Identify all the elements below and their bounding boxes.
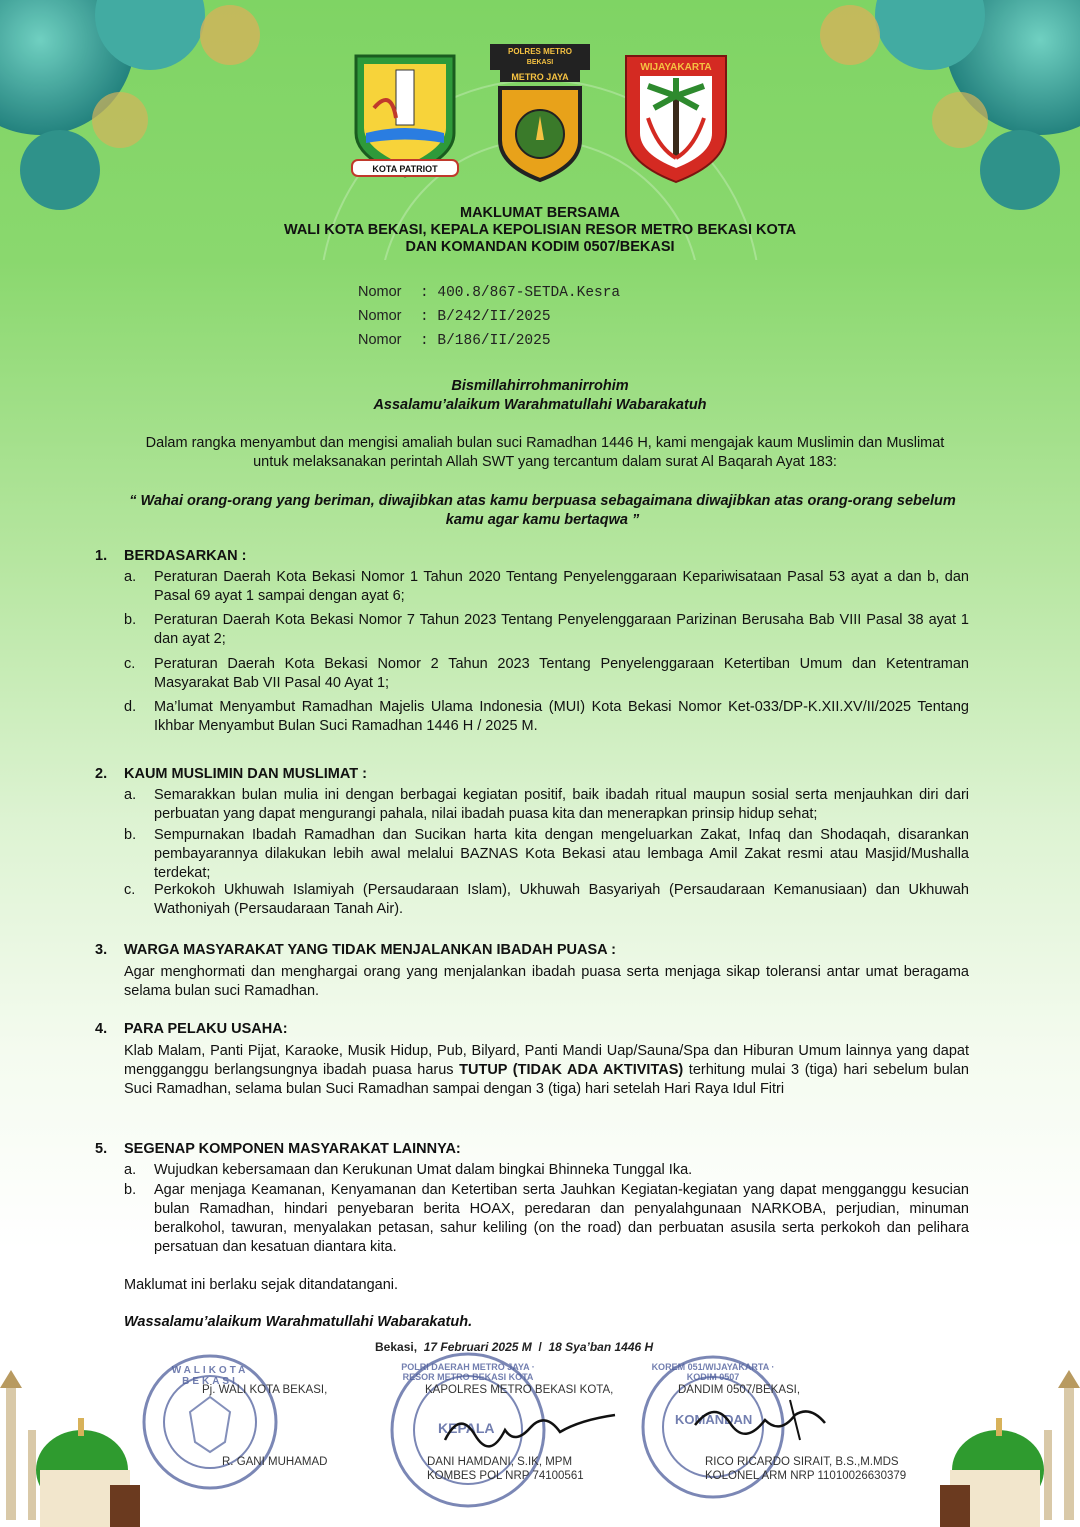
nomor-label: Nomor bbox=[358, 332, 402, 348]
stamp-text: POLRI DAERAH METRO JAYA · RESOR METRO BEKASI KOTA bbox=[401, 1362, 535, 1382]
svg-text:BEKASI: BEKASI bbox=[526, 59, 554, 66]
signatory-title: DANDIM 0507/BEKASI, bbox=[678, 1384, 801, 1396]
item-text: Semarakkan bulan mulia ini dengan berbagai kegiatan positif, baik ibadah ritual maupun sosial serta menjauhkan diri dari perbuatan yang dapat mengurangi pahala, nilai ibadah puasa kita dan menerapkan prinsip hidup sehat; bbox=[154, 787, 969, 822]
nomor-line bbox=[358, 332, 551, 349]
document-title bbox=[0, 205, 1080, 256]
item-text: Agar menjaga Keamanan, Kenyamanan dan Ketertiban serta Jauhkan Kegiatan-kegiatan yang dapat mengganggu kesucian bulan Ramadhan, hindari penyebaran berita HOAX, peredaran dan penyalahgunaan NARKOBA, perjudian, minuman beralkohol, tawuran, menyalakan petasan, sahur keliling (on the road) dan perbuatan asusila serta perkokoh dan pelihara persatuan dan kesatuan diantara kita. bbox=[154, 1182, 969, 1255]
section-heading: PARA PELAKU USAHA: bbox=[124, 1021, 288, 1037]
signatory-detail: KOMBES POL NRP 74100561 bbox=[427, 1470, 584, 1482]
opening-salam: Assalamu’alaikum Warahmatullahi Wabarakatuh bbox=[373, 397, 707, 413]
basmalah: Bismillahirrohmanirrohim bbox=[451, 378, 629, 394]
list-item bbox=[124, 655, 969, 693]
section-heading: WARGA MASYARAKAT YANG TIDAK MENJALANKAN IBADAH PUASA : bbox=[124, 942, 616, 958]
mosque-dome-icon bbox=[0, 1370, 140, 1527]
item-label: d. bbox=[124, 699, 137, 715]
nomor-value: 400.8/867-SETDA.Kesra bbox=[437, 285, 621, 301]
nomor-value: B/242/II/2025 bbox=[437, 309, 551, 325]
list-item bbox=[124, 568, 969, 606]
item-text: Ma’lumat Menyambut Ramadhan Majelis Ulama Indonesia (MUI) Kota Bekasi Nomor Ket-033/DP-K.XII.XV/II/2025 Tentang Ikhbar Menyambut Bulan Suci Ramadhan 1446 H / 2025 M. bbox=[154, 699, 969, 734]
title-line: DAN KOMANDAN KODIM 0507/BEKASI bbox=[405, 239, 675, 255]
item-text: Sempurnakan Ibadah Ramadhan dan Sucikan harta kita dengan mengeluarkan Zakat, Infaq dan Shodaqah, disarankan pembayarannya dilakukan lebih awal melalui BAZNAS Kota Bekasi atau lembaga Amil Zakat resmi atau Masjid/Mushalla terdekat; bbox=[154, 827, 969, 881]
section-text bbox=[124, 1042, 969, 1099]
emphasis-text: TUTUP (TIDAK ADA AKTIVITAS) bbox=[459, 1062, 684, 1078]
list-item bbox=[124, 826, 969, 883]
list-item bbox=[124, 611, 969, 649]
nomor-value: B/186/II/2025 bbox=[437, 333, 551, 349]
svg-text:KOTA PATRIOT: KOTA PATRIOT bbox=[372, 164, 438, 174]
date-place: Bekasi, bbox=[375, 1340, 418, 1354]
item-label: b. bbox=[124, 1182, 137, 1198]
section-heading: SEGENAP KOMPONEN MASYARAKAT LAINNYA: bbox=[124, 1141, 461, 1157]
section-number: 5. bbox=[95, 1141, 108, 1157]
validity-note: Maklumat ini berlaku sejak ditandatangani. bbox=[124, 1277, 399, 1293]
title-line: MAKLUMAT BERSAMA bbox=[459, 205, 621, 221]
item-text: Peraturan Daerah Kota Bekasi Nomor 1 Tahun 2020 Tentang Penyelenggaraan Kepariwisataan Pasal 53 ayat a dan b, dan Pasal 69 ayat 1 sampai dengan ayat 6; bbox=[154, 569, 969, 604]
signature-dandim bbox=[690, 1395, 830, 1445]
mosque-dome-icon bbox=[940, 1370, 1080, 1527]
item-label: b. bbox=[124, 827, 137, 843]
item-text: Perkokoh Ukhuwah Islamiyah (Persaudaraan Islam), Ukhuwah Basyariyah (Persaudaraan Kemanusiaan) dan Ukhuwah Wathoniyah (Persaudaraan Tanah Air). bbox=[154, 882, 969, 917]
date-masehi: 17 Februari 2025 M bbox=[423, 1340, 532, 1354]
section-text-part: Klab Malam, Panti Pijat, Karaoke, Musik Hidup, Pub, Bilyard, Panti Mandi Uap/Sauna/Spa dan Hiburan Umum lainnya yang dapat mengganggu berlangsungnya ibadah puasa harus bbox=[124, 1043, 969, 1078]
list-item bbox=[124, 881, 969, 919]
section-text-part: terhitung mulai 3 (tiga) hari sebelum bulan Suci Ramadhan, selama bulan Suci Ramadhan sampai dengan 3 (tiga) hari setelah Hari Raya Idul Fitri bbox=[124, 1062, 969, 1097]
kodam-jaya-logo bbox=[618, 48, 734, 186]
signatory-title: Pj. WALI KOTA BEKASI, bbox=[202, 1384, 328, 1396]
list-item bbox=[124, 786, 969, 824]
stamp-center: KOMANDAN bbox=[675, 1412, 753, 1427]
nomor-line bbox=[358, 284, 620, 301]
signatory-name: RICO RICARDO SIRAIT, B.S.,M.MDS bbox=[705, 1456, 899, 1468]
polres-metro-bekasi-logo bbox=[486, 40, 594, 185]
signatory-name: DANI HAMDANI, S.IK, MPM bbox=[427, 1456, 573, 1468]
date-hijri: 18 Sya’ban 1446 H bbox=[548, 1340, 654, 1354]
item-label: a. bbox=[124, 787, 137, 803]
item-label: a. bbox=[124, 569, 137, 585]
signatory-title: KAPOLRES METRO BEKASI KOTA, bbox=[425, 1384, 614, 1396]
stamp-text: WALIKOTA BEKASI bbox=[171, 1365, 249, 1387]
signatory-detail: KOLONEL ARM NRP 11010026630379 bbox=[705, 1470, 907, 1482]
nomor-line bbox=[358, 308, 551, 325]
nomor-sep: : bbox=[420, 333, 429, 349]
signature-kapolres bbox=[440, 1400, 620, 1460]
nomor-sep: : bbox=[420, 285, 429, 301]
section-heading: KAUM MUSLIMIN DAN MUSLIMAT : bbox=[124, 766, 367, 782]
list-item bbox=[124, 698, 969, 736]
nomor-label: Nomor bbox=[358, 284, 402, 300]
item-label: c. bbox=[124, 656, 136, 672]
item-label: c. bbox=[124, 882, 136, 898]
item-label: b. bbox=[124, 612, 137, 628]
quran-quote: “ Wahai orang-orang yang beriman, diwajibkan atas kamu berpuasa sebagaimana diwajibkan atas orang-orang sebelum kamu agar kamu bertaqwa ” bbox=[129, 493, 956, 528]
section-text: Agar menghormati dan menghargai orang yang menjalankan ibadah puasa serta menjaga sikap toleransi antar umat beragama selama bulan suci Ramadhan. bbox=[124, 964, 969, 999]
item-text: Peraturan Daerah Kota Bekasi Nomor 7 Tahun 2023 Tentang Penyelenggaraan Parizinan Berusaha Bab VIII Pasal 38 ayat 1 dan ayat 2; bbox=[154, 612, 969, 647]
item-label: a. bbox=[124, 1162, 137, 1178]
list-item bbox=[124, 1181, 969, 1257]
list-item bbox=[124, 1161, 969, 1180]
section-number: 2. bbox=[95, 766, 108, 782]
intro-paragraph: Dalam rangka menyambut dan mengisi amaliah bulan suci Ramadhan 1446 H, kami mengajak kaum Muslimin dan Muslimat untuk melaksanakan perintah Allah SWT yang tercantum dalam surat Al Baqarah Ayat 183: bbox=[145, 435, 945, 470]
section-number: 1. bbox=[95, 548, 108, 564]
svg-text:POLRES METRO: POLRES METRO bbox=[507, 47, 573, 56]
section-heading: BERDASARKAN : bbox=[124, 548, 247, 564]
svg-text:WIJAYAKARTA: WIJAYAKARTA bbox=[640, 62, 712, 73]
item-text: Wujudkan kebersamaan dan Kerukunan Umat dalam bingkai Bhinneka Tunggal Ika. bbox=[154, 1162, 693, 1178]
section-number: 4. bbox=[95, 1021, 108, 1037]
closing-salam: Wassalamu’alaikum Warahmatullahi Wabarakatuh. bbox=[124, 1314, 473, 1330]
date-separator: / bbox=[538, 1340, 542, 1354]
kota-bekasi-logo bbox=[346, 48, 464, 183]
svg-text:METRO JAYA: METRO JAYA bbox=[511, 72, 569, 82]
stamp-center: KEPALA bbox=[438, 1420, 495, 1436]
stamp-text: KOREM 051/WIJAYAKARTA · KODIM 0507 bbox=[651, 1362, 775, 1382]
section-number: 3. bbox=[95, 942, 108, 958]
nomor-sep: : bbox=[420, 309, 429, 325]
item-text: Peraturan Daerah Kota Bekasi Nomor 2 Tahun 2023 Tentang Penyelenggaraan Ketertiban Umum dan Ketentraman Masyarakat Bab VII Pasal 40 Ayat 1; bbox=[154, 656, 969, 691]
nomor-label: Nomor bbox=[358, 308, 402, 324]
signatory-name: R. GANI MUHAMAD bbox=[222, 1456, 328, 1468]
title-line: WALI KOTA BEKASI, KEPALA KEPOLISIAN RESOR METRO BEKASI KOTA bbox=[283, 222, 797, 238]
